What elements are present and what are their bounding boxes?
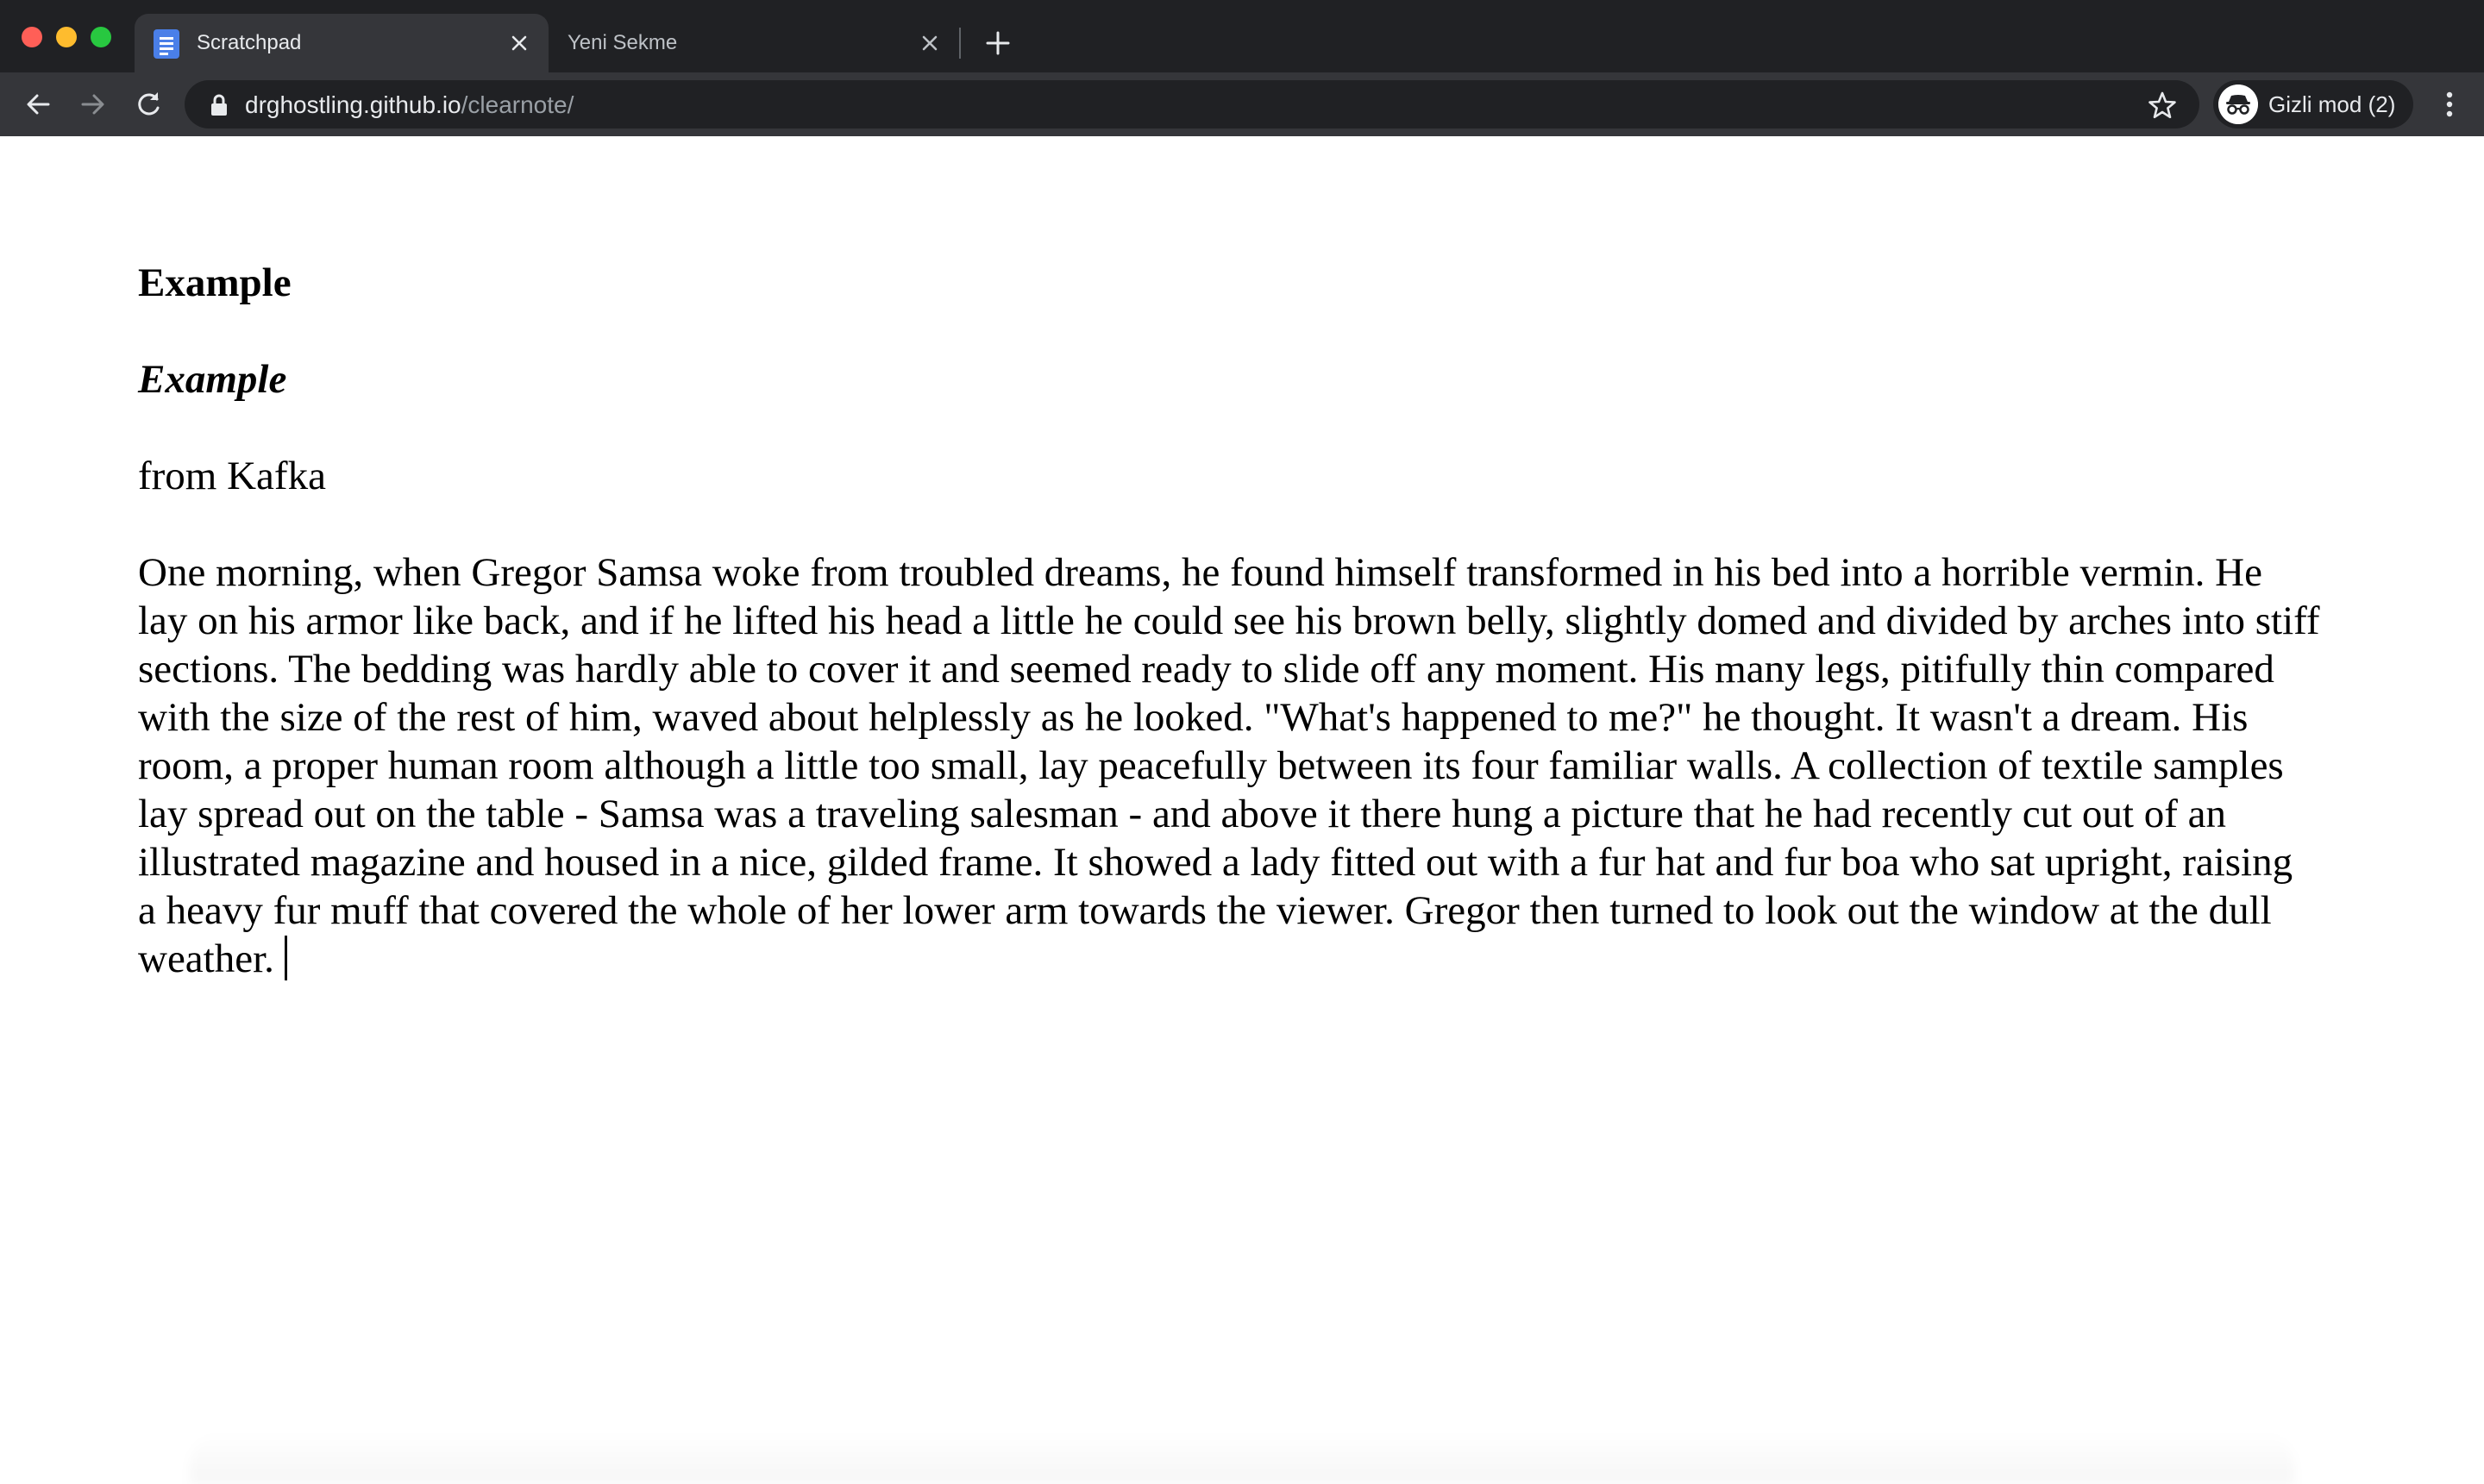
back-arrow-icon[interactable]	[21, 87, 55, 122]
tab-title: Yeni Sekme	[568, 31, 678, 54]
window-maximize-button[interactable]	[91, 27, 111, 47]
document-subheading[interactable]: Example	[138, 357, 287, 402]
window-close-button[interactable]	[22, 27, 42, 47]
text-cursor	[285, 936, 287, 980]
tab-title: Scratchpad	[197, 31, 302, 54]
tab-scratchpad[interactable]	[135, 14, 549, 72]
tab-divider	[959, 28, 961, 59]
scratchpad-editor[interactable]	[138, 259, 2320, 983]
new-tab-plus-icon[interactable]	[983, 28, 1013, 58]
close-icon[interactable]	[918, 31, 942, 55]
incognito-icon	[2218, 85, 2258, 124]
lock-icon[interactable]	[209, 93, 229, 117]
more-vertical-icon[interactable]	[2434, 87, 2465, 122]
tab-yeni-sekme[interactable]	[552, 14, 957, 72]
document-heading[interactable]: Example	[138, 260, 292, 305]
browser-toolbar	[0, 72, 2484, 136]
url-path: /clearnote/	[461, 91, 574, 118]
url-text[interactable]	[245, 91, 574, 119]
forward-arrow-icon[interactable]	[76, 87, 110, 122]
close-icon[interactable]	[507, 31, 531, 55]
incognito-indicator[interactable]	[2213, 80, 2413, 128]
bookmark-star-icon[interactable]	[2148, 91, 2177, 120]
document-body-text: One morning, when Gregor Samsa woke from troubled dreams, he found himself transformed in his bed into a horrible vermin. He lay on his armor like back, and if he lifted his head a little he could see his brown belly, slightly domed and divided by arches into stiff sections. The bedding was hardly able to cover it and seemed ready to slide off any moment. His many legs, pitifully thin compared with the size of the rest of him, waved about helplessly as he looked. "What's happened to me?" he thought. It wasn't a dream. His room, a proper human room although a little too small, lay peacefully between its four familiar walls. A collection of textile samples lay spread out on the table - Samsa was a traveling salesman - and above it there hung a picture that he had recently cut out of an illustrated magazine and housed in a nice, gilded frame. It showed a lady fitted out with a fur hat and fur boa who sat upright, raising a heavy fur muff that covered the whole of her lower arm towards the viewer. Gregor then turned to look out the window at the dull weather.	[138, 550, 2320, 981]
reload-icon[interactable]	[131, 87, 166, 122]
url-host: drghostling.github.io	[245, 91, 461, 118]
document-icon	[154, 29, 179, 59]
window-minimize-button[interactable]	[56, 27, 77, 47]
address-bar[interactable]	[185, 80, 2199, 128]
browser-titlebar	[0, 0, 2484, 72]
document-body-paragraph[interactable]	[138, 548, 2320, 983]
bottom-fade-shadow	[190, 1431, 2294, 1484]
incognito-label: Gizli mod (2)	[2268, 91, 2396, 117]
document-attribution[interactable]: from Kafka	[138, 454, 326, 498]
